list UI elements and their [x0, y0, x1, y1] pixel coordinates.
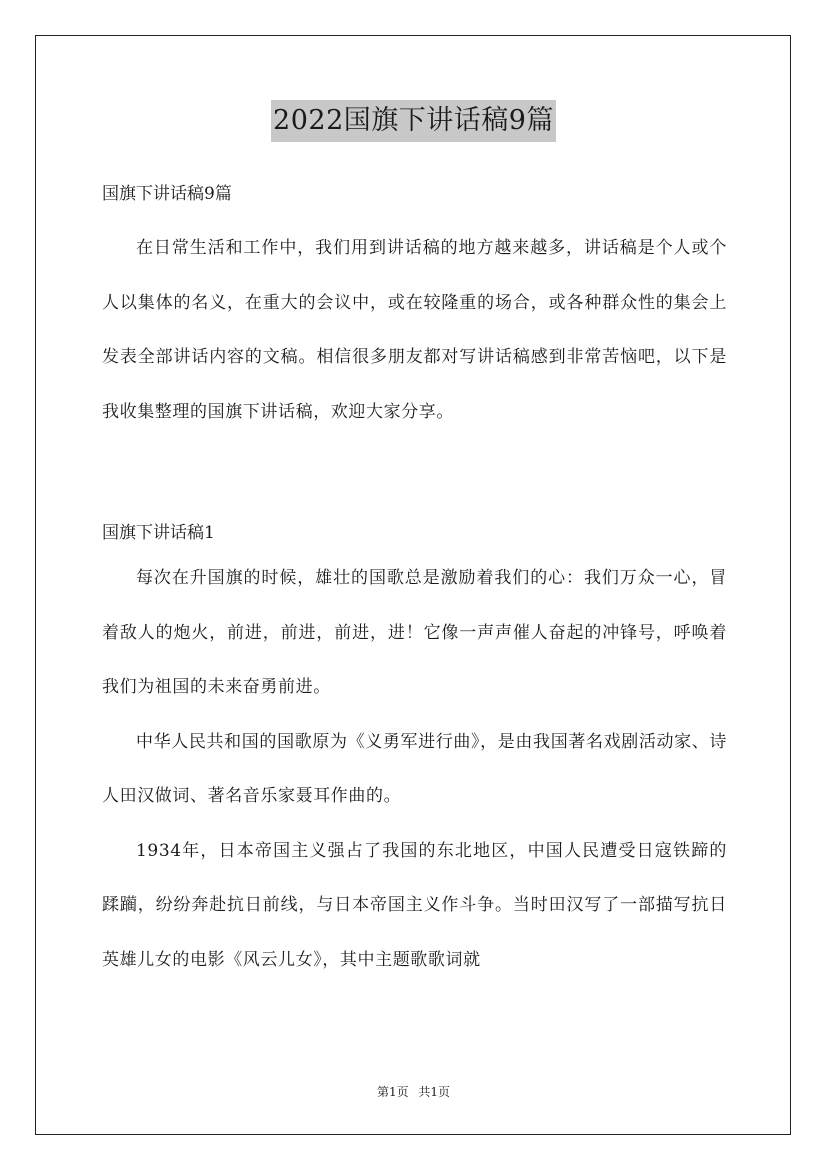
title-container [0, 100, 827, 142]
intro-paragraph: 在日常生活和工作中，我们用到讲话稿的地方越来越多，讲话稿是个人或个人以集体的名义，在重大的会议中，或在较隆重的场合，或各种群众性的集会上发表全部讲话内容的文稿。相信很多朋友都对写讲话稿感到非常苦恼吧，以下是我收集整理的国旗下讲话稿，欢迎大家分享。 [102, 238, 727, 422]
section-paragraph: 1934年，日本帝国主义强占了我国的东北地区，中国人民遭受日寇铁蹄的蹂躏，纷纷奔赴抗日前线，与日本帝国主义作斗争。当时田汉写了一部描写抗日英雄儿女的电影《风云儿女》，其中主题歌歌词就 [102, 840, 727, 970]
page-total: 共1页 [418, 1085, 451, 1099]
section-heading: 国旗下讲话稿1 [102, 523, 215, 543]
section-paragraph: 中华人民共和国的国歌原为《义勇军进行曲》，是由我国著名戏剧活动家、诗人田汉做词、著名音乐家聂耳作曲的。 [102, 731, 727, 806]
page-number: 第1页 [376, 1085, 409, 1099]
page-footer [0, 1083, 827, 1101]
document-title: 2022国旗下讲话稿9篇 [271, 100, 556, 142]
document-subtitle: 国旗下讲话稿9篇 [102, 184, 232, 204]
document-body [102, 176, 727, 987]
section-paragraph: 每次在升国旗的时候，雄壮的国歌总是激励着我们的心：我们万众一心，冒着敌人的炮火，前进，前进，前进，进！它像一声声催人奋起的冲锋号，呼唤着我们为祖国的未来奋勇前进。 [102, 568, 727, 697]
